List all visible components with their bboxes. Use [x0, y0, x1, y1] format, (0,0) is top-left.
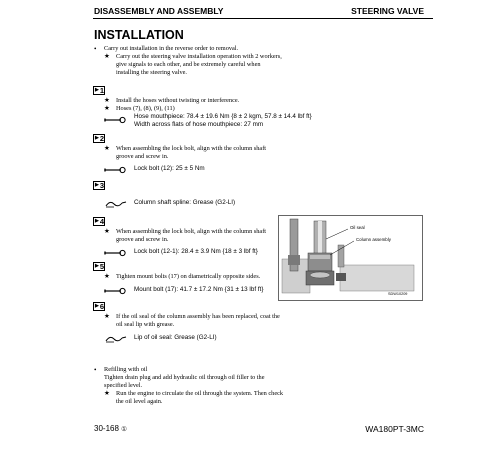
diagram-label-oil-seal: Oil seal	[350, 225, 365, 230]
star-icon: ★	[104, 145, 110, 152]
footer-model: WA180PT-3MC	[365, 424, 424, 434]
refill-line: specified level.	[104, 382, 143, 389]
step-5-spec: Mount bolt (17): 41.7 ± 17.2 Nm {31 ± 13 lbf ft}	[134, 286, 264, 293]
bullet-icon: •	[94, 45, 97, 53]
steering-valve-diagram	[278, 215, 423, 301]
torque-wrench-icon	[104, 248, 126, 258]
footer-page	[94, 424, 127, 433]
refill-line: Tighten drain plug and add hydraulic oil through oil filler to the	[104, 374, 265, 381]
intro-note-line: give signals to each other, and be extremely careful when	[116, 61, 261, 68]
footer-page-number: 30-168	[94, 424, 119, 433]
star-icon: ★	[104, 105, 110, 112]
star-icon: ★	[104, 273, 110, 280]
star-icon: ★	[104, 390, 110, 397]
step-5-note: Tighten mount bolts (17) on diametrically opposite sides.	[116, 273, 261, 280]
step-marker-2: ▶ 2	[95, 134, 105, 143]
header-section-right: STEERING VALVE	[351, 6, 424, 16]
diagram-label-column: Column assembly	[356, 237, 391, 242]
step-2-note: groove and screw in.	[116, 153, 169, 160]
step-arrow-icon: ▶	[95, 135, 99, 141]
refill-note: Run the engine to circulate the oil through the system. Then check	[116, 390, 284, 397]
bullet-icon: •	[94, 366, 97, 374]
step-marker-1: ▶ 1	[95, 86, 105, 95]
step-4-spec: Lock bolt (12-1): 28.4 ± 3.9 Nm {18 ± 3 lbf ft}	[134, 248, 258, 255]
step-1-note: Hoses (7), (8), (9), (11)	[116, 105, 175, 112]
step-arrow-icon: ▶	[95, 182, 99, 188]
step-arrow-icon: ▶	[95, 218, 99, 224]
intro-note-line: Carry out the steering valve installation operation with 2 workers,	[116, 53, 282, 60]
step-marker-3: ▶ 3	[95, 181, 105, 190]
section-title: INSTALLATION	[94, 28, 184, 42]
step-4-note: When assembling the lock bolt, align with the column shaft	[116, 228, 267, 235]
step-6-spec: Lip of oil seal: Grease (G2-LI)	[134, 334, 217, 341]
step-6-note: oil seal lip with grease.	[116, 321, 175, 328]
grease-icon	[104, 334, 128, 344]
star-icon: ★	[104, 53, 110, 60]
step-marker-6: ▶ 6	[95, 302, 105, 311]
step-2-note: When assembling the lock bolt, align with the column shaft	[116, 145, 267, 152]
step-3-spec: Column shaft spline: Grease (G2-LI)	[134, 199, 236, 206]
footer-page-mark: ①	[121, 426, 127, 433]
torque-wrench-icon	[104, 165, 126, 175]
step-arrow-icon: ▶	[95, 263, 99, 269]
header-rule	[93, 18, 433, 19]
step-2-spec: Lock bolt (12): 25 ± 5 Nm	[134, 165, 205, 172]
step-1-spec: Width across flats of hose mouthpiece: 27 mm	[134, 121, 264, 128]
step-6-note: If the oil seal of the column assembly has been replaced, coat the	[116, 313, 280, 320]
diagram-code: SDW10209	[388, 292, 408, 296]
step-marker-4: ▶ 4	[95, 217, 105, 226]
header-section-left: DISASSEMBLY AND ASSEMBLY	[94, 6, 224, 16]
star-icon: ★	[104, 228, 110, 235]
step-1-spec: Hose mouthpiece: 78.4 ± 19.6 Nm {8 ± 2 kgm, 57.8 ± 14.4 lbf ft}	[134, 113, 312, 120]
star-icon: ★	[104, 97, 110, 104]
star-icon: ★	[104, 313, 110, 320]
intro-text: Carry out installation in the reverse order to removal.	[104, 45, 239, 52]
torque-wrench-icon	[104, 115, 126, 125]
step-1-note: Install the hoses without twisting or interference.	[116, 97, 240, 104]
grease-icon	[104, 199, 128, 209]
diagram-illustration	[278, 215, 423, 301]
torque-wrench-icon	[104, 286, 126, 296]
intro-note-line: installing the steering valve.	[116, 69, 187, 76]
step-arrow-icon: ▶	[95, 303, 99, 309]
step-arrow-icon: ▶	[95, 87, 99, 93]
step-4-note: groove and screw in.	[116, 236, 169, 243]
refill-heading: Refilling with oil	[104, 366, 148, 373]
refill-note: the oil level again.	[116, 398, 163, 405]
step-marker-5: ▶ 5	[95, 262, 105, 271]
